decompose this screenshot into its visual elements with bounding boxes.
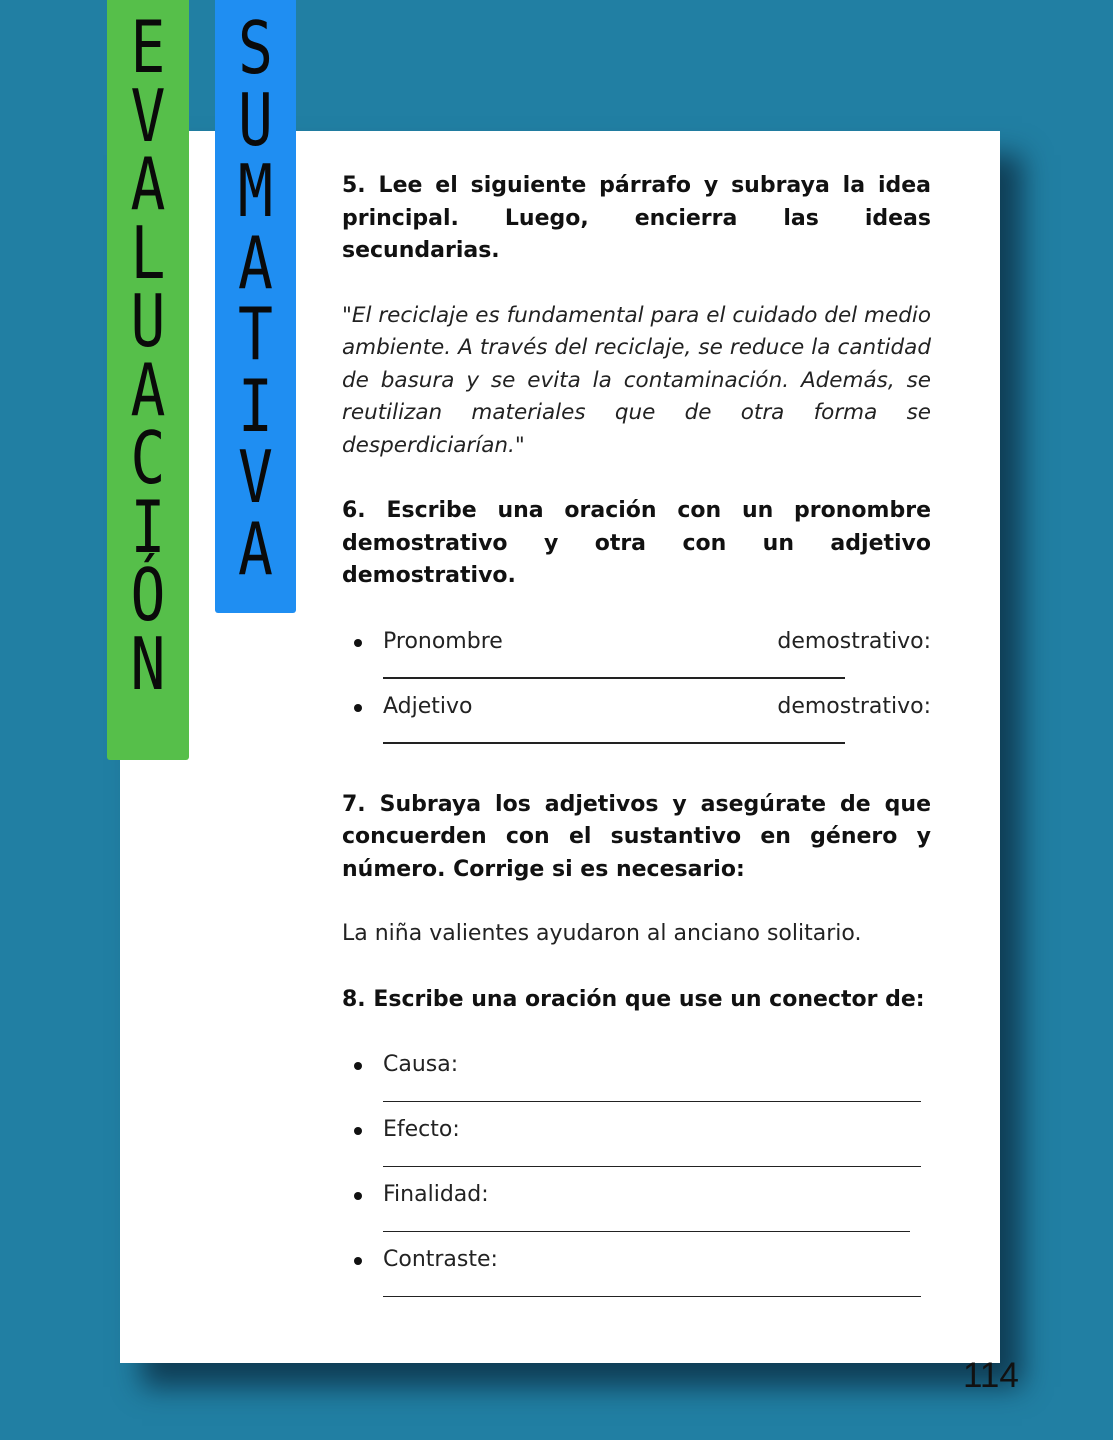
question-7-sentence: La niña valientes ayudaron al anciano solitario. xyxy=(342,921,862,946)
answer-blank[interactable] xyxy=(383,1277,931,1310)
evaluacion-letter: E xyxy=(130,4,166,90)
bullet-icon xyxy=(354,1192,362,1200)
evaluacion-letter: I xyxy=(130,484,166,570)
evaluacion-letter: A xyxy=(130,141,166,227)
sumativa-letter: T xyxy=(238,291,273,377)
list-item xyxy=(342,1179,931,1244)
worksheet-content xyxy=(342,170,931,1309)
evaluacion-letter: C xyxy=(130,415,166,501)
list-item xyxy=(342,1244,931,1309)
list-item xyxy=(342,691,931,756)
question-5-quote: "El reciclaje es fundamental para el cuidado del medio ambiente. A través del reciclaje, se reduce la cantidad de basura y se evita la contaminación. Además, se reutilizan materiales que de otra forma se desperdiciarían." xyxy=(342,302,931,458)
evaluacion-letters xyxy=(130,0,166,707)
evaluacion-letter: A xyxy=(130,347,166,433)
item-label-left: Pronombre xyxy=(383,628,503,654)
list-item xyxy=(342,1114,931,1179)
item-label: Finalidad: xyxy=(383,1182,489,1207)
evaluacion-letter: U xyxy=(130,278,166,364)
item-label-left: Adjetivo xyxy=(383,693,473,719)
answer-blank[interactable] xyxy=(383,723,931,756)
item-label-right: demostrativo: xyxy=(777,628,931,654)
bullet-icon xyxy=(354,1257,362,1265)
sumativa-letters xyxy=(238,0,273,591)
sumativa-vertical-tab xyxy=(215,0,296,613)
question-8 xyxy=(342,984,931,1310)
bullet-icon xyxy=(354,704,362,712)
evaluacion-letter: N xyxy=(130,621,166,707)
sumativa-letter: A xyxy=(238,505,273,591)
question-7-title: 7. Subraya los adjetivos y asegúrate de que concuerden con el sustantivo en género y número. Corrige si es necesario: xyxy=(342,791,931,882)
question-5-title: 5. Lee el siguiente párrafo y subraya la idea principal. Luego, encierra las ideas secundarias. xyxy=(342,173,931,263)
evaluacion-vertical-tab xyxy=(107,0,189,760)
list-item xyxy=(342,626,931,691)
item-label: Efecto: xyxy=(383,1117,460,1142)
sumativa-letter: M xyxy=(238,148,273,234)
bullet-icon xyxy=(354,1127,362,1135)
list-item xyxy=(342,1049,931,1114)
evaluacion-letter: Ó xyxy=(130,552,166,638)
sumativa-letter: A xyxy=(238,219,273,305)
answer-blank[interactable] xyxy=(383,658,931,691)
answer-blank[interactable] xyxy=(383,1212,931,1245)
sumativa-letter: V xyxy=(238,434,273,520)
question-8-title: 8. Escribe una oración que use un conector de: xyxy=(342,986,925,1012)
sumativa-letter: S xyxy=(238,5,273,91)
sumativa-letter: I xyxy=(238,362,273,448)
question-8-list xyxy=(342,1049,931,1309)
answer-blank[interactable] xyxy=(383,1082,931,1115)
page-number: 114 xyxy=(963,1356,1019,1395)
item-label: Causa: xyxy=(383,1052,459,1077)
evaluacion-letter: L xyxy=(130,210,166,296)
answer-blank[interactable] xyxy=(383,1147,931,1180)
bullet-icon xyxy=(354,1062,362,1070)
item-label-right: demostrativo: xyxy=(777,693,931,719)
question-6-title: 6. Escribe una oración con un pronombre demostrativo y otra con un adjetivo demostrativo. xyxy=(342,498,931,588)
question-7 xyxy=(342,789,931,951)
question-6 xyxy=(342,495,931,756)
item-label: Contraste: xyxy=(383,1247,498,1272)
bullet-icon xyxy=(354,639,362,647)
question-6-list xyxy=(342,626,931,756)
evaluacion-letter: V xyxy=(130,73,166,159)
sumativa-letter: U xyxy=(238,76,273,162)
